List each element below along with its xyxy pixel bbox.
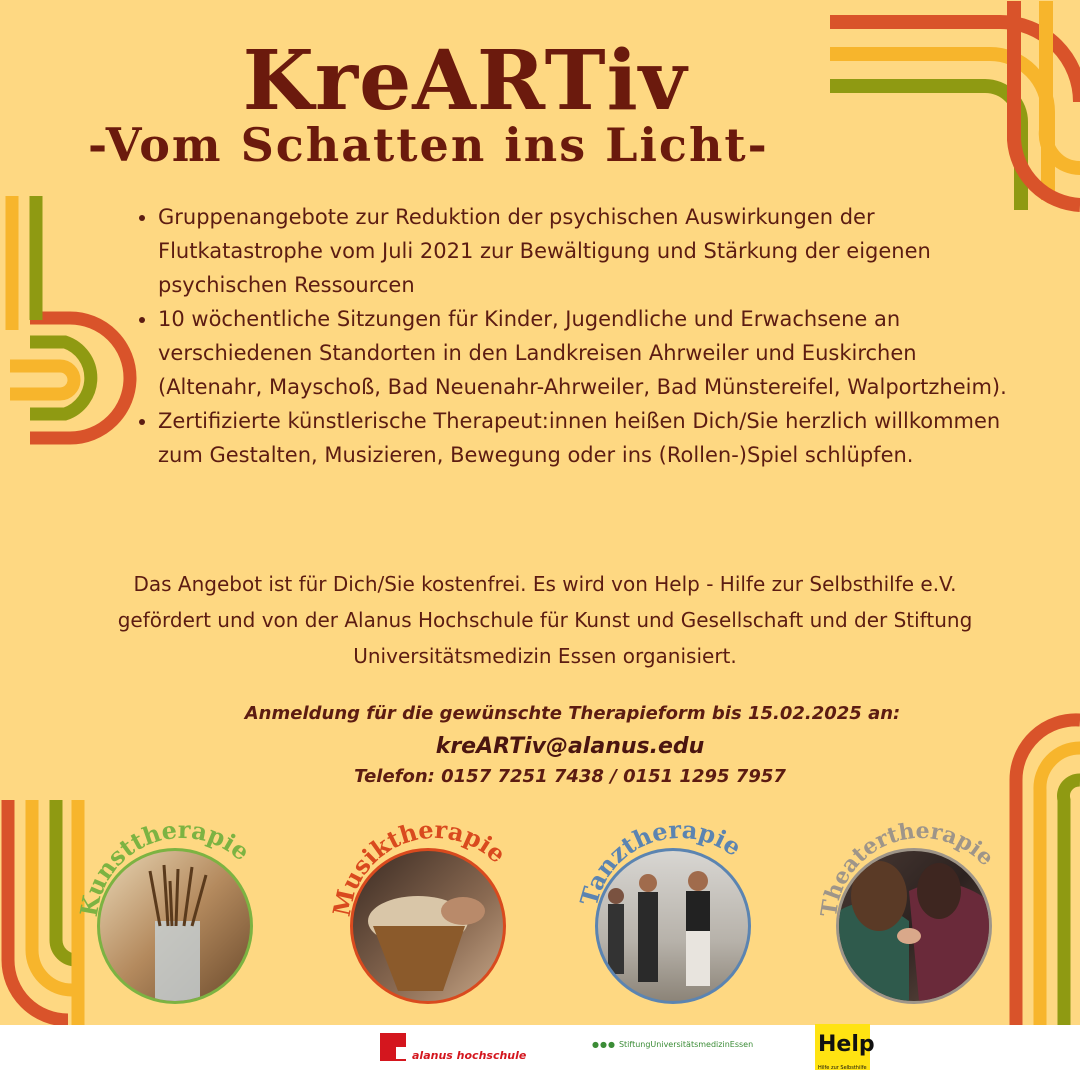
therapy-theater: [816, 817, 1006, 1018]
stripe-left-2: [30, 342, 91, 414]
main-title: KreARTiv: [242, 33, 688, 129]
stripe-left-5: [10, 366, 74, 394]
therapy-kunst: [73, 814, 267, 1018]
therapy-label: Tanztherapie: [574, 814, 747, 909]
therapy-musik: [326, 814, 520, 1018]
bullet-item: • Gruppenangebote zur Reduktion der psychischen Auswirkungen der Flutkatastrophe vom Juli 2021 zur Bewältigung und Stärkung der eigenen psychischen Ressourcen: [158, 200, 1008, 302]
therapy-label: Theatertherapie: [816, 817, 1000, 919]
therapy-label-arc: [796, 798, 1046, 1048]
therapy-label: Musiktherapie: [326, 814, 512, 919]
stiftung-logo: [592, 1040, 753, 1049]
description-paragraph: Das Angebot ist für Dich/Sie kostenfrei. Es wird von Help - Hilfe zur Selbsthilfe e.V. gefördert und von der Alanus Hochschule für Kunst und Gesellschaft und der Stiftung Universitätsmedizin Essen organisiert.: [117, 572, 973, 668]
therapy-label-arc: [310, 798, 560, 1048]
stiftung-logo-text: StiftungUniversitätsmedizinEssen: [618, 1040, 754, 1049]
stiftung-dots-icon: ●●●: [592, 1040, 616, 1049]
bullet-item: • 10 wöchentliche Sitzungen für Kinder, Jugendliche und Erwachsene an verschiedenen Standorten in den Landkreisen Ahrweiler und Euskirchen (Altenahr, Mayschoß, Bad Neuenahr-Ahrweiler, Bad Münstereifel, Walportzheim).: [158, 302, 1008, 404]
therapy-label: Kunsttherapie: [73, 814, 256, 919]
registration-email[interactable]: kreARTiv@alanus.edu: [435, 734, 705, 759]
registration-line: Anmeldung für die gewünschte Therapieform bis 15.02.2025 an:: [244, 703, 901, 724]
therapy-label-arc: [57, 798, 307, 1048]
therapy-label-arc: [555, 798, 805, 1048]
stripe-bottom-right-3: [1063, 780, 1080, 1025]
subtitle: -Vom Schatten ins Licht-: [88, 118, 769, 172]
registration-phone: Telefon: 0157 7251 7438 / 0151 1295 7957: [354, 766, 786, 787]
alanus-logo-text: alanus hochschule: [412, 1049, 527, 1062]
footer-bar: [0, 1025, 1080, 1080]
help-logo-subtext: Hilfe zur Selbsthilfe: [818, 1065, 867, 1071]
bullet-list: [136, 200, 1008, 472]
help-logo-text: Help: [818, 1032, 875, 1057]
therapy-tanz: [574, 814, 765, 1018]
alanus-logo-cut: [396, 1047, 408, 1059]
bullet-item: • Zertifizierte künstlerische Therapeut:innen heißen Dich/Sie herzlich willkommen zum Gestalten, Musizieren, Bewegung oder ins (Rollen-)Spiel schlüpfen.: [158, 404, 1008, 472]
